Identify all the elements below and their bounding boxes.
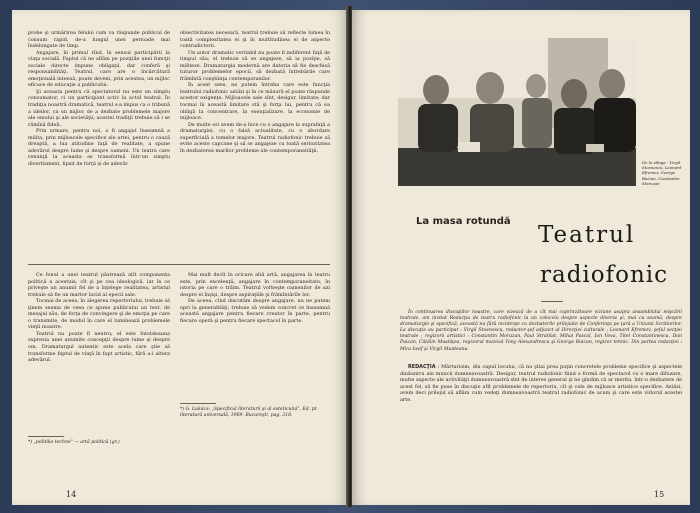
- page-number: 14: [66, 490, 77, 499]
- speaker-label: REDACŢIA: [408, 364, 436, 370]
- paragraph: probe şi urmărirea felului cum va răspunde publicul de consum rapid, de-a lungul unei perioade mai îndelungate de timp.: [28, 30, 170, 50]
- left-page-column-2-bottom: [180, 272, 330, 392]
- footnote: *) „politike techne" — artă politică (gr.): [28, 440, 120, 445]
- left-page-column-2-top: [180, 30, 330, 255]
- speaker-text: : Mărturisim, din capul locului, că nu ştiai prea puţin concretele probleme specifice şi aspectele dinăuntru ale muncii dumneavoastră. Desigur, teatrul radiofonic fiind o formă de spectacol cu o mare difuzare, multe aspecte ale activităţii dumneavoastră sînt de interes general şi ne gîndim că ar merita, într-o dezbatere de acest fel, să fie puse în discuţie atît problemele de repertoriu, cît şi cele de mijloace artistice specifice. Astăzi, avem deci prilejul să aflăm cum vedeţi dumneavoastră teatrul radiofonic de acum şi care este viitorul acestei arte.: [400, 364, 682, 403]
- article-intro: [400, 310, 682, 353]
- left-page-column-1-bottom: [28, 272, 170, 428]
- paragraph: De multe ori avem de-a face cu o angajare la suprafaţă a dramaturgiei, cu o falsă actualitate, cu o abordare superficială a temelor majore. Teatrul radiofonic trebuie să evite aceste capcane şi să se angajeze cu toată seriozitatea în dezbaterea marilor probleme ale contemporaneităţii.: [180, 121, 330, 154]
- photo-caption: De la stînga : Virgil Stoenescu, Leonard Efremov, George Buican, Constantin Moruzan: [642, 160, 682, 186]
- section-divider: [28, 264, 330, 265]
- intro-paragraph: În continuarea discuţiilor noastre, care vizează de a cît mai cuprinzătoare viziune asupra ansamblului mişcării teatrale, am invitat Redacţia de teatru radiofonic la un colocviu despre aspecte diverse şi, mai cu seamă, despre dramaturgie şi specifică, această nu fără incidenţe cu dezbaterile prilejuite de Conferinţa pe ţară a Uniunii Scriitorilor. La discuţie au participat : Virgil Stoenescu, redactor-şef adjunct al Direcţiei culturale ; Leonard Efremov, şeful secţiei teatrale ; regizorii artistici : Constantin Moruzan, Paul Stratilat, Mihai Pascal, Ion Vova, Titel Constantinescu, Dan Puican, Cătălin Mustăţea, regizorul muzical Tony Alexandrescu şi George Buican, regizor tehnic. Din partea redacţiei : Mira Iosif şi Virgil Munteanu.: [400, 310, 682, 352]
- paragraph: Teatrul nu poate fi neutru; el este întotdeauna expresia unei anumite concepţii despre lume şi despre om. Dramaturgul autentic este acela care ştie să transforme faptul de viaţă în fapt artistic, fără a-i altera adevărul.: [28, 330, 170, 364]
- title-separator: [541, 301, 563, 302]
- paragraph: Ce fonul a unei teatrul păstrează atît componenta politică a acestuia, cît şi pe cea ideologică, iar în ce priveşte un anumit fel de a înţelege realitatea, artistul trebuie să fie un martor lucid al epocii sale.: [28, 272, 170, 298]
- article-title-line-2: radiofonic: [540, 262, 669, 288]
- paragraph: De aceea, cînd discutăm despre angajare, nu ne putem opri la generalităţi; trebuie să vedem concret ce înseamnă această angajare pentru fiecare creator în parte, pentru fiecare operă şi pentru fiecare spectacol în parte.: [180, 298, 330, 324]
- left-page: [12, 10, 348, 505]
- paragraph: Mai mult decît în oricare altă artă, angajarea în teatru este, prin excelenţă, angajare în contemporaneitate, în istoria pe care o trăim. Teatrul vorbeşte oamenilor de azi despre ei înşişi, despre aspiraţiile şi frămîntările lor.: [180, 272, 330, 298]
- left-page-column-1-top: [28, 30, 170, 255]
- page-number: 15: [654, 490, 665, 499]
- paragraph: Tocmai de aceea, în alegerea repertoriului, trebuie să ţinem seama de ceea ce spune publicului un text, de mesajul său, de forţa de convingere şi de emoţia pe care o transmite, de modul în care el luminează problemele vieţii noastre.: [28, 298, 170, 331]
- paragraph: În acest sens, ne putem întreba care este funcţia teatrului radiofonic astăzi şi în ce măsură el poate răspunde acestor exigenţe. Mijloacele sale sînt, desigur, limitate; dar tocmai în această limitare stă şi forţa lui, pentru că ea obligă la concentrare, la esenţializare, la economie de mijloace.: [180, 82, 330, 122]
- photo-image: [398, 38, 636, 186]
- paragraph: Prin urmare, pentru noi, a fi angajat înseamnă a milita, prin mijloacele specifice ale artei, pentru o cauză dreaptă, a lua atitudine faţă de realitate, a spune adevărul despre lume şi despre oameni. Un teatru care renunţă la aceasta se transformă într-un simplu divertisment, lipsit de forţă şi de adevăr.: [28, 128, 170, 167]
- paragraph: obiectivitatea necesară, teatrul trebuie să reflecte lumea în toată complexitatea ei şi în multitudinea ei de aspecte contradictorii.: [180, 30, 330, 50]
- footnote-rule: [180, 403, 216, 404]
- paragraph: Angajare, în primul rînd, în sensul participării la viaţa socială. Faptul că ne aflăm pe poziţiile unei funcţii sociale directe impune obligaţii, dar conferă şi responsabilităţi. Teatrul, care are o încărcătură emoţională intensă, poate deveni, prin acestea, un mijloc eficace de educaţie a publicului.: [28, 49, 170, 89]
- section-label: La masa rotundă: [416, 216, 511, 227]
- round-table-photo: [398, 38, 636, 186]
- article-title-line-1: Teatrul: [538, 222, 636, 248]
- redactia-paragraph: [400, 364, 682, 403]
- paragraph: Un autor dramatic veritabil nu poate fi indiferent faţă de timpul său; el trebuie să se angajeze, să ia poziţie, să militeze. Dramaturgia modernă are datoria să fie deschisă tuturor problemelor epocii, să dezbată întrebările care frămîntă conştiinţa contemporanilor.: [180, 49, 330, 82]
- right-page: [352, 10, 690, 505]
- footnote: *) G. Lukács: „Specificul literaturii şi al esteticului", Ed. pt. literatură universală, 1969, Bucureşti, pag. 318.: [180, 407, 318, 418]
- footnote-rule: [28, 436, 64, 437]
- paragraph: Şi aceasta pentru că spectatorul nu este un simplu consumator, ci un participant activ la actul teatral. În tradiţia noastră dramatică, teatrul s-a impus ca o tribună a ideilor, ca un mijloc de a dezbate problemele majore ale omului şi ale societăţii; acestei tradiţii trebuie să i se rămînă fideli.: [28, 88, 170, 128]
